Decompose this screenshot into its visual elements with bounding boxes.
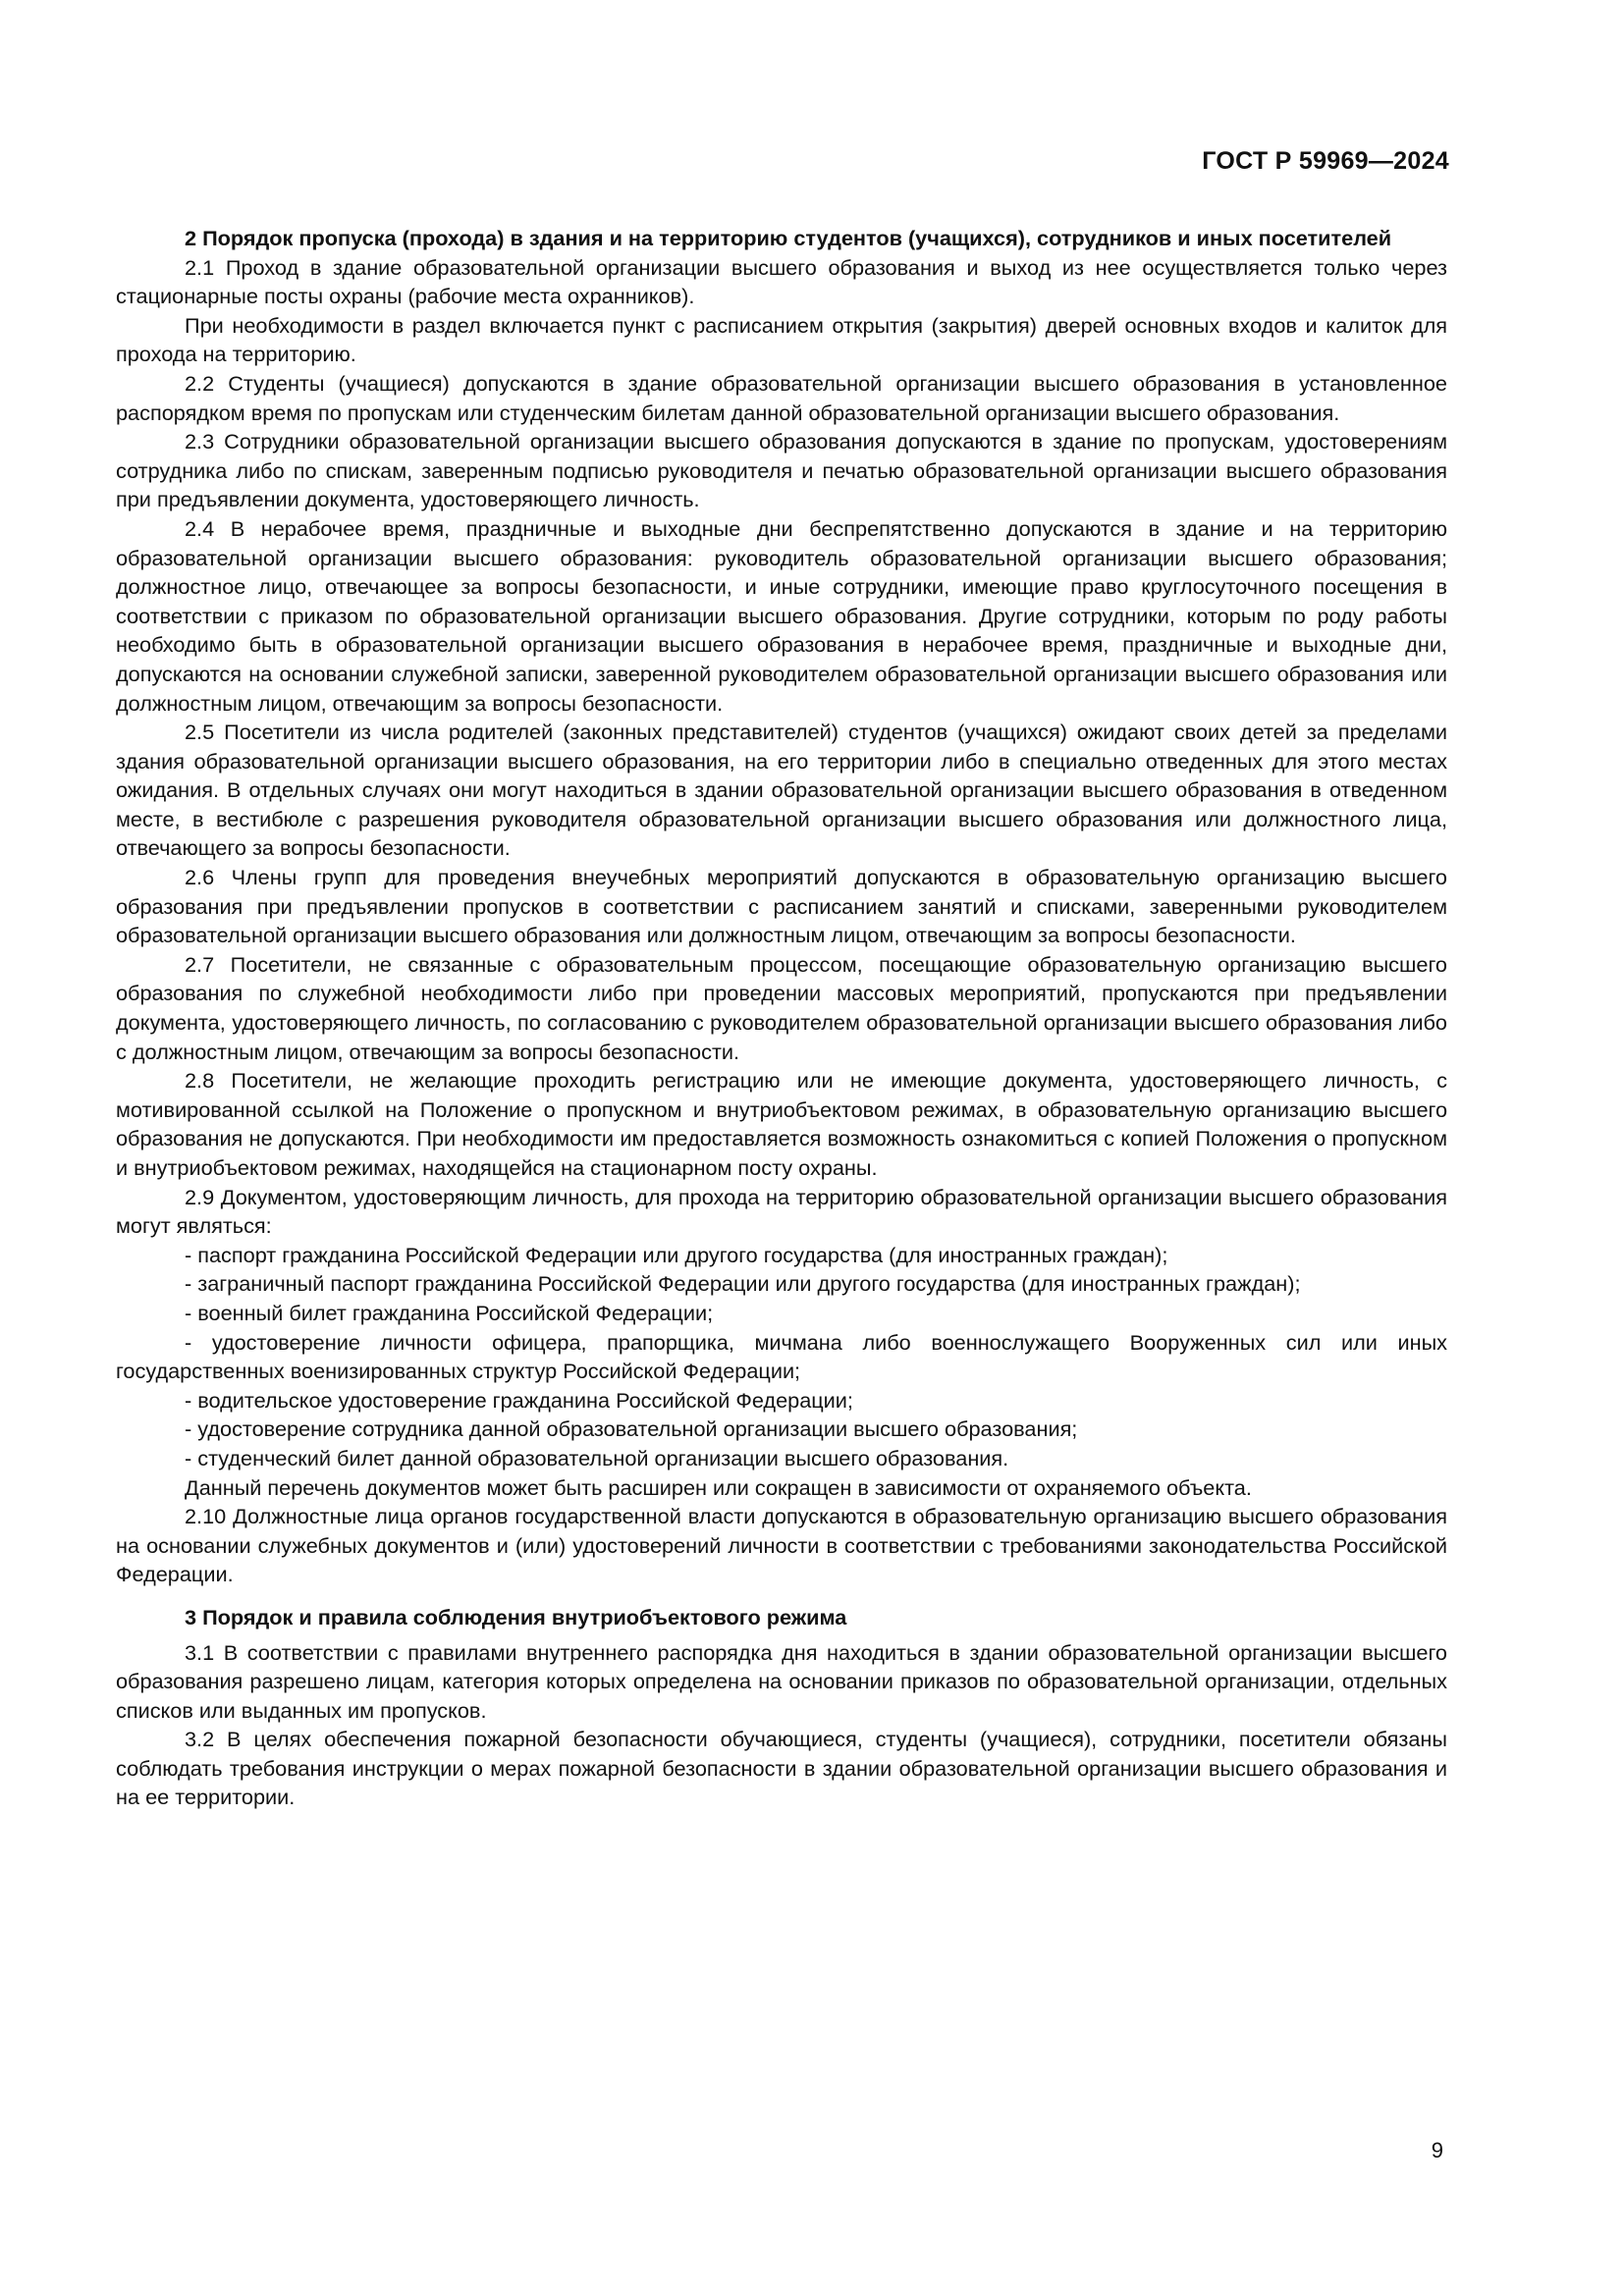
document-code: ГОСТ Р 59969—2024 (1202, 147, 1449, 175)
list-item: - удостоверение личности офицера, прапорщика, мичмана либо военнослужащего Вооруженных сил или иных государственных военизированных структур Российской Федерации; (116, 1329, 1447, 1384)
paragraph-2-7: 2.7 Посетители, не связанные с образовательным процессом, посещающие образовательную организацию высшего образования по служебной необходимости либо при проведении массовых мероприятий, пропускаются при предъявлении документа, удостоверяющего личность, по согласованию с руководителем образовательной организации высшего образования либо с должностным лицом, отвечающим за вопросы безопасности. (116, 951, 1447, 1064)
paragraph-2-5: 2.5 Посетители из числа родителей (законных представителей) студентов (учащихся) ожидают своих детей за пределами здания образовательной организации высшего образования, на его территории либо в специально отведенных для этого местах ожидания. В отдельных случаях они могут находиться в здании образовательной организации высшего образования в отведенном месте, в вестибюле с разрешения руководителя образовательной организации высшего образования или должностного лица, отвечающего за вопросы безопасности. (116, 720, 1447, 861)
paragraph-3-1: 3.1 В соответствии с правилами внутреннего распорядка дня находиться в здании образовательной организации высшего образования разрешено лицам, категория которых определена на основании приказов по образовательной организации, отдельных списков или выданных им пропусков. (116, 1639, 1447, 1723)
paragraph-2-10: 2.10 Должностные лица органов государственной власти допускаются в образовательную организацию высшего образования на основании служебных документов и (или) удостоверений личности в соответствии с требованиями законодательства Российской Федерации. (116, 1504, 1447, 1587)
section-3-heading: 3 Порядок и правила соблюдения внутриобъектового режима (185, 1604, 847, 1629)
paragraph-2-4: 2.4 В нерабочее время, праздничные и выходные дни беспрепятственно допускаются в здание и на территорию образовательной организации высшего образования: руководитель образовательной организации высшего образования; должностное лицо, отвечающее за вопросы безопасности, и иные сотрудники, имеющие право круглосуточного посещения в соответствии с приказом по образовательной организации высшего образования. Другие сотрудники, которым по роду работы необходимо быть в образовательной организации высшего образования в нерабочее время, праздничные и выходные дни, допускаются на основании служебной записки, заверенной руководителем образовательной организации высшего образования или должностным лицом, отвечающим за вопросы безопасности. (116, 515, 1447, 716)
list-item: - военный билет гражданина Российской Федерации; (185, 1300, 714, 1325)
section-2-heading: 2 Порядок пропуска (прохода) в здания и на территорию студентов (учащихся), сотрудников и иных посетителей (185, 226, 1392, 250)
list-item: - водительское удостоверение гражданина Российской Федерации; (185, 1387, 853, 1413)
paragraph-2-1-note: При необходимости в раздел включается пункт с расписанием открытия (закрытия) дверей основных входов и калиток для прохода на территорию. (116, 312, 1447, 367)
paragraph-2-3: 2.3 Сотрудники образовательной организации высшего образования допускаются в здание по пропускам, удостоверениям сотрудника либо по спискам, заверенным подписью руководителя и печатью образовательной организации высшего образования при предъявлении документа, удостоверяющего личность. (116, 429, 1447, 512)
list-item: - студенческий билет данной образовательной организации высшего образования. (185, 1445, 1009, 1470)
page-number: 9 (1431, 2138, 1443, 2163)
list-item: - паспорт гражданина Российской Федерации или другого государства (для иностранных граждан); (185, 1242, 1168, 1267)
paragraph-2-9: 2.9 Документом, удостоверяющим личность, для прохода на территорию образовательной организации высшего образования могут являться: (116, 1184, 1447, 1239)
paragraph-2-9-note: Данный перечень документов может быть расширен или сокращен в зависимости от охраняемого объекта. (185, 1474, 1252, 1500)
document-body (116, 224, 1447, 1812)
paragraph-2-6: 2.6 Члены групп для проведения внеучебных мероприятий допускаются в образовательную организацию высшего образования при предъявлении пропусков в соответствии с расписанием занятий и списками, заверенными руководителем образовательной организации высшего образования или должностным лицом, отвечающим за вопросы безопасности. (116, 865, 1447, 948)
paragraph-2-2: 2.2 Студенты (учащиеся) допускаются в здание образовательной организации высшего образования в установленное распорядком время по пропускам или студенческим билетам данной образовательной организации высшего образования. (116, 370, 1447, 425)
list-item: - удостоверение сотрудника данной образовательной организации высшего образования; (185, 1416, 1078, 1442)
paragraph-2-8: 2.8 Посетители, не желающие проходить регистрацию или не имеющие документа, удостоверяющего личность, с мотивированной ссылкой на Положение о пропускном и внутриобъектовом режимах, в образовательную организацию высшего образования не допускаются. При необходимости им предоставляется возможность ознакомиться с копией Положения о пропускном и внутриобъектовом режимах, находящейся на стационарном посту охраны. (116, 1068, 1447, 1180)
paragraph-3-2: 3.2 В целях обеспечения пожарной безопасности обучающиеся, студенты (учащиеся), сотрудники, посетители обязаны соблюдать требования инструкции о мерах пожарной безопасности в здании образовательной организации высшего образования и на ее территории. (116, 1727, 1447, 1810)
list-item: - заграничный паспорт гражданина Российской Федерации или другого государства (для иностранных граждан); (185, 1271, 1301, 1297)
paragraph-2-1: 2.1 Проход в здание образовательной организации высшего образования и выход из нее осуществляется только через стационарные посты охраны (рабочие места охранников). (116, 254, 1447, 309)
